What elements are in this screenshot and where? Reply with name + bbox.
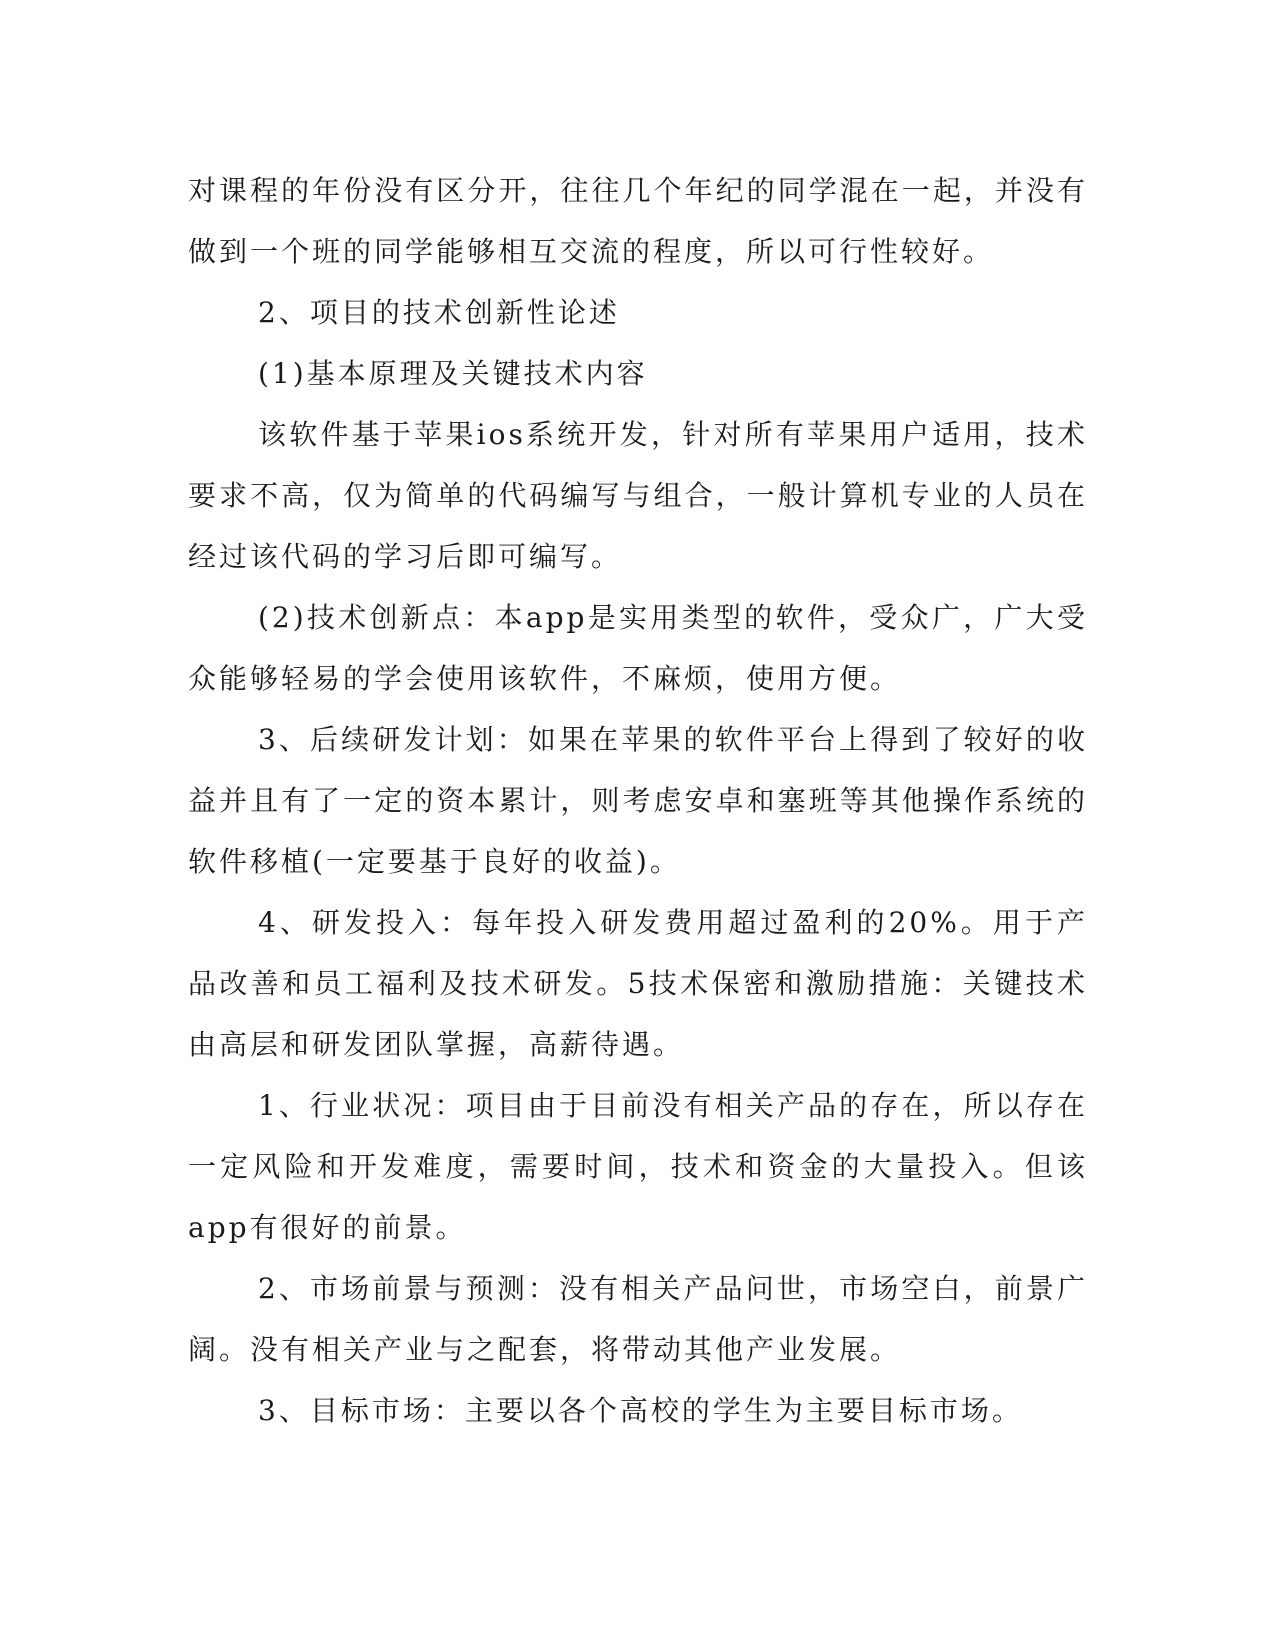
paragraph-6: 3、后续研发计划：如果在苹果的软件平台上得到了较好的收益并且有了一定的资本累计，则考虑安卓和塞班等其他操作系统的软件移植(一定要基于良好的收益)。 — [188, 723, 1088, 878]
document-body — [188, 160, 1088, 1441]
paragraph-9: 2、市场前景与预测：没有相关产品问世，市场空白，前景广阔。没有相关产业与之配套，将带动其他产业发展。 — [188, 1272, 1088, 1366]
paragraph-4: 该软件基于苹果ios系统开发，针对所有苹果用户适用，技术要求不高，仅为简单的代码编写与组合，一般计算机专业的人员在经过该代码的学习后即可编写。 — [188, 418, 1088, 573]
paragraph-1: 对课程的年份没有区分开，往往几个年纪的同学混在一起，并没有做到一个班的同学能够相互交流的程度，所以可行性较好。 — [188, 174, 1088, 268]
paragraph-2-heading: 2、项目的技术创新性论述 — [258, 296, 620, 329]
paragraph-7: 4、研发投入：每年投入研发费用超过盈利的20%。用于产品改善和员工福利及技术研发。5技术保密和激励措施：关键技术由高层和研发团队掌握，高薪待遇。 — [188, 906, 1088, 1061]
paragraph-5: (2)技术创新点：本app是实用类型的软件，受众广，广大受众能够轻易的学会使用该软件，不麻烦，使用方便。 — [188, 601, 1088, 695]
paragraph-10: 3、目标市场：主要以各个高校的学生为主要目标市场。 — [258, 1394, 1023, 1427]
paragraph-3-subheading: (1)基本原理及关键技术内容 — [258, 357, 648, 390]
paragraph-8: 1、行业状况：项目由于目前没有相关产品的存在，所以存在一定风险和开发难度，需要时间，技术和资金的大量投入。但该app有很好的前景。 — [188, 1089, 1088, 1244]
